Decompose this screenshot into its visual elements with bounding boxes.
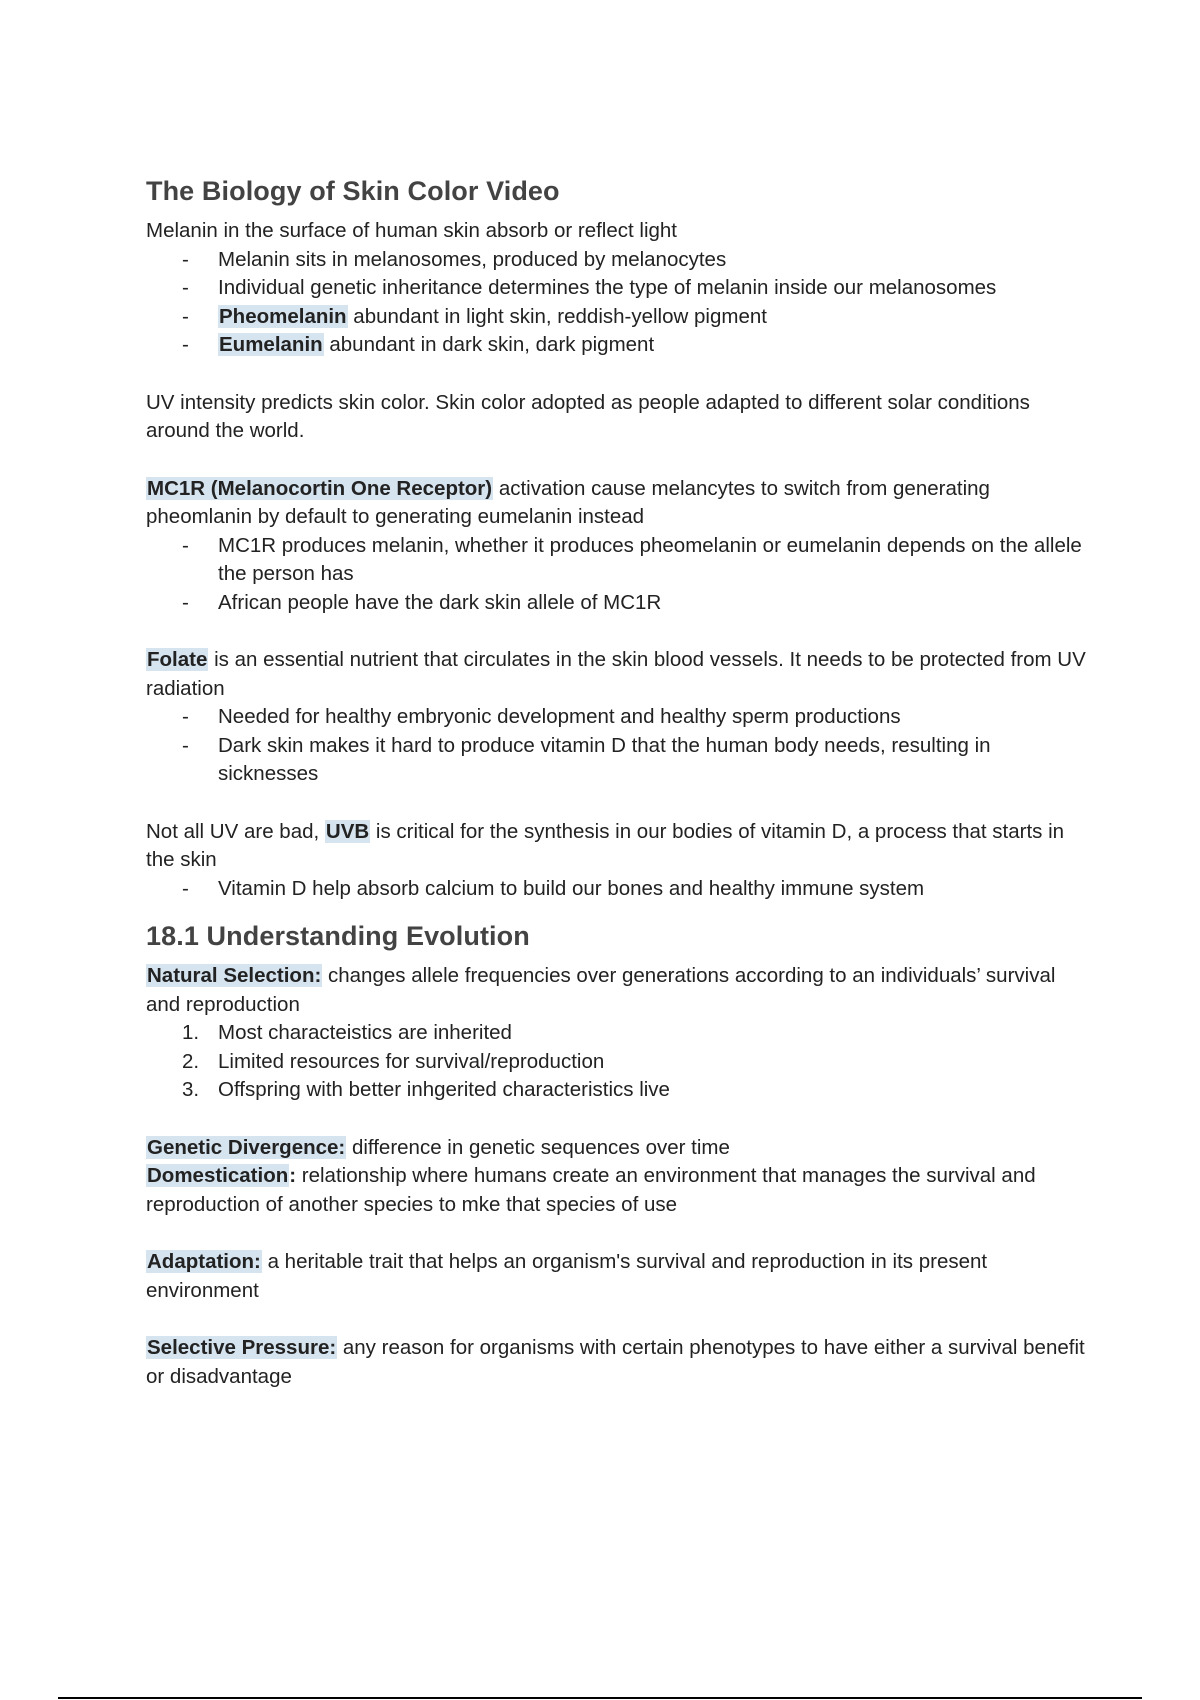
term-colon: : — [289, 1164, 297, 1187]
dash-marker: - — [182, 533, 189, 557]
list-item — [146, 875, 1092, 904]
list-item-text: Melanin sits in melanosomes, produced by melanocytes — [218, 247, 727, 271]
list-item-text: Most characteistics are inherited — [218, 1021, 512, 1044]
highlighted-term: UVB — [325, 819, 370, 843]
list-item-text: Vitamin D help absorb calcium to build our bones and healthy immune system — [218, 876, 925, 900]
paragraph-text: difference in genetic sequences over time — [346, 1135, 730, 1159]
dash-marker: - — [182, 276, 189, 299]
highlighted-term: Genetic Divergence: — [147, 1135, 346, 1159]
list-item — [146, 589, 1092, 618]
paragraph-text: any reason for organisms with certain phenotypes to have either a survival benefit or disadvantage — [146, 1336, 1085, 1388]
highlighted-term: Pheomelanin — [219, 304, 347, 328]
dash-marker: - — [182, 304, 189, 328]
highlighted-term: Domestication — [147, 1164, 289, 1187]
paragraph-text: is an essential nutrient that circulates in the skin blood vessels. It needs to be protected from UV radiation — [146, 648, 1086, 700]
list-item-text: abundant in light skin, reddish-yellow pigment — [347, 304, 767, 328]
uvb-paragraph — [146, 818, 1092, 875]
dash-marker: - — [182, 876, 189, 900]
paragraph-text: a heritable trait that helps an organism's survival and reproduction in its present environment — [146, 1250, 988, 1302]
domestication-paragraph — [146, 1162, 1092, 1219]
bottom-divider — [58, 1697, 1142, 1699]
list-item-text: Offspring with better inhgerited characteristics live — [218, 1078, 670, 1101]
list-item — [146, 703, 1092, 732]
list-item — [146, 1019, 1092, 1048]
paragraph-text: Not all UV are bad, — [146, 819, 325, 843]
list-item — [146, 246, 1092, 275]
list-item-text: Needed for healthy embryonic development and healthy sperm productions — [218, 705, 901, 728]
paragraph-text: is critical for the synthesis in our bodies of vitamin D, a process that starts in the skin — [146, 819, 1065, 871]
list-item — [146, 732, 1092, 789]
list-item — [146, 1048, 1092, 1077]
genetic-divergence-paragraph — [146, 1134, 1092, 1163]
dash-marker: - — [182, 590, 189, 614]
dash-marker: - — [182, 705, 189, 728]
highlighted-term: MC1R (Melanocortin One Receptor) — [147, 476, 493, 500]
paragraph-text: changes allele frequencies over generations according to an individuals’ survival and reproduction — [146, 964, 1056, 1016]
list-item — [146, 532, 1092, 589]
number-marker: 3. — [182, 1078, 200, 1101]
number-marker: 1. — [182, 1021, 200, 1044]
list-item — [146, 1076, 1092, 1105]
list-item-text: abundant in dark skin, dark pigment — [323, 333, 655, 356]
paragraph-text: activation cause melancytes to switch from generating pheomlanin by default to generating eumelanin instead — [146, 476, 990, 528]
adaptation-paragraph — [146, 1248, 1092, 1305]
highlighted-term: Folate — [147, 648, 208, 671]
uvb-bullet-list — [146, 875, 1092, 904]
list-item-text: MC1R produces melanin, whether it produces pheomelanin or eumelanin depends on the allele the person has — [218, 533, 1082, 585]
number-marker: 2. — [182, 1049, 200, 1073]
document-page — [146, 0, 1092, 1391]
list-item-text: Dark skin makes it hard to produce vitamin D that the human body needs, resulting in sicknesses — [218, 733, 991, 785]
intro-paragraph: Melanin in the surface of human skin absorb or reflect light — [146, 219, 677, 242]
section-heading-skin-color: The Biology of Skin Color Video — [146, 176, 560, 206]
natural-selection-paragraph — [146, 962, 1092, 1019]
section-heading-evolution: 18.1 Understanding Evolution — [146, 921, 530, 951]
melanin-bullet-list — [146, 246, 1092, 360]
list-item-text: Limited resources for survival/reproduction — [218, 1049, 605, 1073]
dash-marker: - — [182, 333, 189, 356]
selective-pressure-paragraph — [146, 1334, 1092, 1391]
mc1r-paragraph — [146, 475, 1092, 532]
natural-selection-numbered-list — [146, 1019, 1092, 1105]
uv-intensity-paragraph: UV intensity predicts skin color. Skin color adopted as people adapted to different solar conditions around the world. — [146, 390, 1030, 442]
highlighted-term: Eumelanin — [219, 333, 323, 356]
dash-marker: - — [182, 733, 189, 757]
mc1r-bullet-list — [146, 532, 1092, 618]
list-item-text: Individual genetic inheritance determines the type of melanin inside our melanosomes — [218, 276, 997, 299]
folate-bullet-list — [146, 703, 1092, 789]
folate-paragraph — [146, 646, 1092, 703]
highlighted-term: Adaptation: — [147, 1250, 261, 1273]
list-item-text: African people have the dark skin allele of MC1R — [218, 590, 662, 614]
list-item — [146, 303, 1092, 332]
dash-marker: - — [182, 247, 189, 271]
highlighted-term: Natural Selection: — [147, 964, 322, 987]
paragraph-text: relationship where humans create an environment that manages the survival and reproduction of another species to mke that species of use — [146, 1164, 1036, 1216]
list-item — [146, 331, 1092, 360]
highlighted-term: Selective Pressure: — [147, 1336, 337, 1359]
list-item — [146, 274, 1092, 303]
